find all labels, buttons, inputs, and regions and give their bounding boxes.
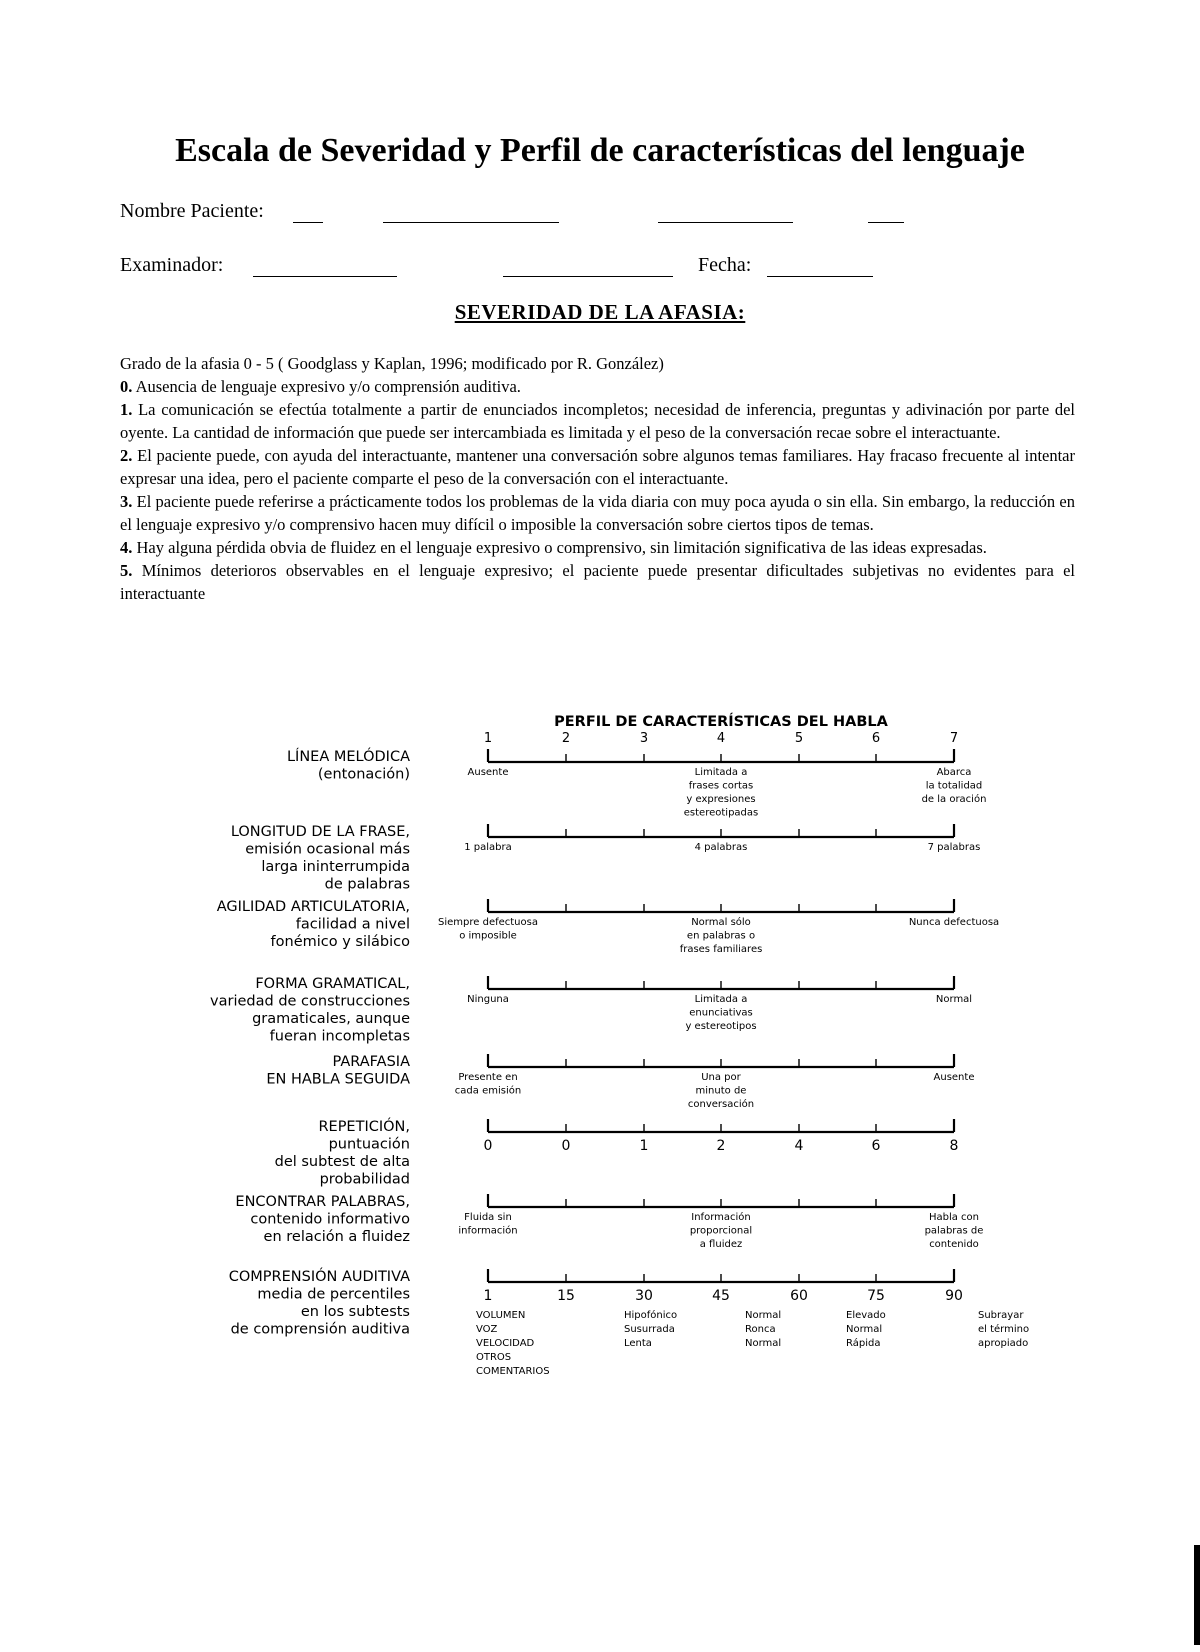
anchor-label: Ausente: [933, 1072, 975, 1083]
voice-table-cell: OTROS: [476, 1352, 512, 1363]
scale-number: 3: [639, 731, 649, 746]
anchor-label: Presente en: [458, 1072, 518, 1083]
scale-value: 1: [483, 1288, 493, 1304]
scale-value: 8: [949, 1138, 959, 1154]
row-label-line: PARAFASIA: [332, 1054, 410, 1070]
voice-table-cell: Ronca: [745, 1324, 776, 1335]
scale-number: 4: [716, 731, 726, 746]
voice-table-cell: VOLUMEN: [476, 1310, 526, 1321]
anchor-label: Ninguna: [467, 994, 509, 1005]
row-label-line: fueran incompletas: [269, 1028, 410, 1045]
row-label-line: (entonación): [317, 766, 410, 783]
row-label-line: fonémico y silábico: [270, 934, 410, 950]
grade-text: El paciente puede, con ayuda del interactuante, mantener una conversación sobre algunos temas familiares. Hay fracaso frecuente al intentar expresar una idea, pero el paciente comparte el peso de la conversación con el interactuante.: [120, 446, 1075, 488]
anchor-label: Limitada a: [694, 994, 748, 1005]
row-label-line: en los subtests: [300, 1304, 410, 1320]
scale-value: 0: [483, 1138, 493, 1154]
row-label-line: emisión ocasional más: [245, 841, 410, 858]
grade-text: Ausencia de lenguaje expresivo y/o comprensión auditiva.: [135, 377, 521, 396]
voice-table-cell: VELOCIDAD: [476, 1338, 535, 1349]
row-label-line: LÍNEA MELÓDICA: [286, 749, 410, 765]
anchor-label: Limitada a: [694, 767, 748, 778]
anchor-label: Ausente: [467, 767, 509, 778]
voice-table-cell: Normal: [745, 1338, 782, 1349]
anchor-label: Habla con: [928, 1212, 980, 1223]
scale-number: 2: [561, 731, 571, 746]
row-label-line: LONGITUD DE LA FRASE,: [230, 824, 410, 840]
anchor-label: en palabras o: [686, 930, 756, 942]
row-label-line: EN HABLA SEGUIDA: [266, 1071, 410, 1088]
scale-value: 45: [712, 1288, 730, 1304]
anchor-label: Normal: [935, 994, 973, 1005]
anchor-label: o imposible: [459, 930, 517, 942]
scale-value: 75: [867, 1288, 885, 1304]
severity-heading: SEVERIDAD DE LA AFASIA:: [454, 300, 746, 324]
page-title: Escala de Severidad y Perfil de características del lenguaje: [175, 132, 1025, 169]
row-label-line: REPETICIÓN,: [318, 1119, 410, 1135]
anchor-label: cada emisión: [454, 1085, 522, 1097]
grade-number: 5.: [120, 561, 133, 580]
row-label-line: ENCONTRAR PALABRAS,: [235, 1194, 410, 1210]
voice-table-cell: el término: [978, 1324, 1030, 1335]
grade-text: Mínimos deterioros observables en el lenguaje expresivo; el paciente puede presentar dificultades subjetivas no evidentes para el interactuante: [120, 561, 1075, 603]
grade-number: 3.: [120, 492, 133, 511]
voice-table-cell: Rápida: [846, 1338, 881, 1349]
row-label-line: AGILIDAD ARTICULATORIA,: [216, 899, 410, 915]
voice-table-cell: Susurrada: [624, 1324, 675, 1335]
row-label-line: variedad de construcciones: [210, 993, 410, 1010]
anchor-label: estereotipadas: [683, 807, 759, 819]
anchor-label: enunciativas: [689, 1007, 753, 1019]
scale-value: 6: [871, 1138, 881, 1154]
date-label: Fecha:: [698, 254, 752, 276]
row-label-line: contenido informativo: [250, 1211, 410, 1228]
anchor-label: a fluidez: [699, 1239, 743, 1250]
grade-text: La comunicación se efectúa totalmente a partir de enunciados incompletos; necesidad de inferencia, preguntas y adivinación por parte del oyente. La cantidad de información que puede ser intercambiada es limitada y el peso de la conversación recae sobre el interactuante.: [120, 400, 1076, 442]
anchor-label: 1 palabra: [464, 842, 512, 853]
scale-value: 90: [945, 1288, 963, 1304]
anchor-label: Nunca defectuosa: [908, 917, 1000, 928]
scale-value: 4: [794, 1138, 804, 1154]
voice-table-cell: Elevado: [846, 1310, 886, 1321]
scale-value: 1: [639, 1138, 649, 1154]
scale-value: 2: [716, 1138, 726, 1154]
row-label-line: COMPRENSIÓN AUDITIVA: [228, 1269, 410, 1285]
voice-table-cell: Hipofónico: [624, 1310, 678, 1321]
voice-table-cell: VOZ: [476, 1324, 498, 1335]
anchor-label: información: [458, 1225, 518, 1237]
anchor-label: y expresiones: [686, 794, 756, 805]
voice-table-cell: Normal: [745, 1310, 782, 1321]
scale-number: 6: [871, 731, 881, 746]
row-label-line: de comprensión auditiva: [230, 1321, 410, 1338]
scale-number: 7: [949, 731, 959, 746]
anchor-label: de la oración: [921, 794, 987, 805]
anchor-label: y estereotipos: [685, 1021, 757, 1032]
profile-title: PERFIL DE CARACTERÍSTICAS DEL HABLA: [554, 714, 888, 730]
row-label-line: media de percentiles: [257, 1286, 410, 1303]
grade-number: 0.: [120, 377, 133, 396]
anchor-label: la totalidad: [925, 780, 983, 792]
row-label-line: del subtest de alta: [274, 1154, 410, 1170]
anchor-label: minuto de: [695, 1085, 747, 1097]
anchor-label: 7 palabras: [927, 842, 981, 853]
grade-number: 4.: [120, 538, 133, 557]
anchor-label: Normal sólo: [691, 917, 751, 928]
voice-table-cell: apropiado: [978, 1338, 1029, 1349]
row-label-line: FORMA GRAMATICAL,: [255, 976, 410, 992]
anchor-label: frases familiares: [679, 944, 763, 955]
anchor-label: Fluida sin: [464, 1212, 512, 1223]
patient-name-label: Nombre Paciente:: [120, 200, 264, 222]
anchor-label: frases cortas: [688, 780, 754, 792]
voice-table-cell: Normal: [846, 1324, 883, 1335]
scale-value: 15: [557, 1288, 575, 1304]
grade-text: Hay alguna pérdida obvia de fluidez en el lenguaje expresivo o comprensivo, sin limitación significativa de las ideas expresadas.: [136, 538, 987, 557]
row-label-line: larga ininterrumpida: [261, 859, 410, 875]
grade-number: 2.: [120, 446, 133, 465]
row-label-line: facilidad a nivel: [295, 916, 410, 933]
voice-table-cell: Subrayar: [978, 1310, 1024, 1321]
row-label-line: en relación a fluidez: [263, 1229, 410, 1245]
row-label-line: probabilidad: [319, 1171, 410, 1188]
anchor-label: contenido: [929, 1239, 979, 1250]
row-label-line: puntuación: [328, 1136, 410, 1153]
voice-table-cell: Lenta: [624, 1338, 652, 1349]
scale-number: 1: [483, 731, 493, 746]
examiner-label: Examinador:: [120, 254, 224, 276]
row-label-line: de palabras: [324, 876, 410, 893]
grade-number: 1.: [120, 400, 133, 419]
grade-text: El paciente puede referirse a prácticamente todos los problemas de la vida diaria con muy poca ayuda o sin ella. Sin embargo, la reducción en el lenguaje expresivo y/o comprensivo hacen muy difícil o imposible la conversación sobre ciertos tipos de temas.: [120, 492, 1076, 534]
anchor-label: 4 palabras: [694, 842, 748, 853]
anchor-label: Una por: [701, 1072, 741, 1083]
anchor-label: palabras de: [924, 1225, 984, 1237]
anchor-label: conversación: [687, 1099, 755, 1110]
scale-value: 30: [635, 1288, 653, 1304]
scale-value: 60: [790, 1288, 808, 1304]
severity-intro: Grado de la afasia 0 - 5 ( Goodglass y Kaplan, 1996; modificado por R. González): [120, 354, 664, 373]
anchor-label: Siempre defectuosa: [438, 917, 538, 928]
anchor-label: proporcional: [689, 1225, 753, 1237]
anchor-label: Abarca: [936, 767, 972, 778]
voice-table-cell: COMENTARIOS: [476, 1366, 550, 1377]
scale-value: 0: [561, 1138, 571, 1154]
row-label-line: gramaticales, aunque: [252, 1011, 410, 1027]
anchor-label: Información: [691, 1212, 751, 1223]
page-edge-mark: [1194, 1545, 1200, 1645]
scale-number: 5: [794, 731, 804, 746]
